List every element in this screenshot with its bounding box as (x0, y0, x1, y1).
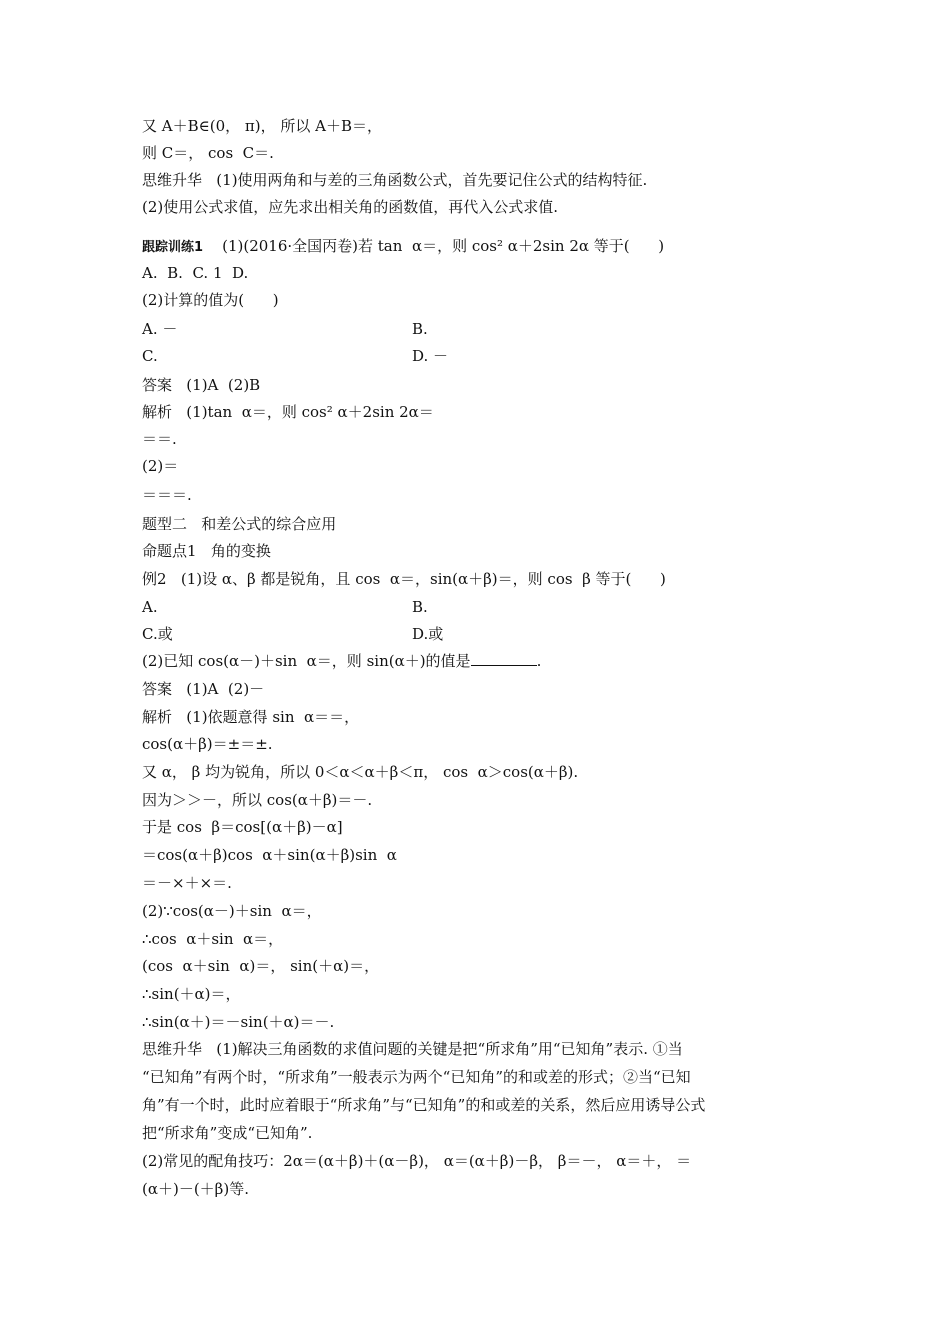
text-line (142, 319, 177, 339)
line-text: ＝＝. (142, 430, 177, 448)
line-text: ＝－×＋×＝. (142, 874, 232, 892)
line-text: A. B. C. 1 D. (142, 264, 249, 282)
text-line (142, 624, 173, 644)
text-line (142, 734, 273, 754)
line-text: 于是 cos β＝cos[(α＋β)－α] (142, 818, 343, 836)
line-text: A. (142, 598, 158, 616)
text-line (142, 290, 279, 310)
text-line (142, 1179, 249, 1199)
line-text: 角”有一个时，此时应着眼于“所求角”与“已知角”的和或差的关系，然后应用诱导公式 (142, 1096, 706, 1114)
option-right-column: B. (412, 320, 428, 338)
text-line (142, 1039, 683, 1059)
line-text: (2)常见的配角技巧：2α＝(α＋β)＋(α－β)， α＝(α＋β)－β， β＝－， α＝＋， ＝ (142, 1152, 692, 1170)
text-line (142, 679, 264, 699)
line-text: ∴sin(α＋)＝－sin(＋α)＝－. (142, 1013, 335, 1031)
text-line (142, 707, 359, 727)
text-line (142, 873, 232, 893)
line-text: 把“所求角”变成“已知角”. (142, 1124, 313, 1142)
line-text: ＝＝＝. (142, 486, 192, 504)
text-line (142, 143, 274, 163)
text-line (142, 375, 260, 395)
line-text: C.或 (142, 625, 173, 643)
answer-blank (471, 651, 537, 666)
line-text: (2)使用公式求值，应先求出相关角的函数值，再代入公式求值. (142, 198, 559, 216)
text-line (142, 456, 178, 476)
line-text: 又 A＋B∈(0， π)， 所以 A＋B＝， (142, 117, 382, 135)
text-line (142, 845, 397, 865)
text-line (142, 901, 322, 921)
line-text: “已知角”有两个时，“所求角”一般表示为两个“已知角”的和或差的形式；②当“已知 (142, 1068, 691, 1086)
text-line (142, 236, 664, 258)
text-line (142, 956, 379, 976)
line-text: cos(α＋β)＝±＝±. (142, 735, 273, 753)
line-text: (1)(2016·全国丙卷)若 tan α＝，则 cos² α＋2sin 2α 等于( ) (203, 237, 665, 255)
text-line (142, 197, 558, 217)
line-text: ∴cos α＋sin α＝， (142, 930, 284, 948)
line-text-tail: . (536, 652, 542, 670)
text-line (142, 1067, 691, 1087)
line-text: (α＋)－(＋β)等. (142, 1180, 249, 1198)
text-line (142, 1151, 691, 1171)
line-text: 又 α， β 均为锐角，所以 0＜α＜α＋β＜π， cos α＞cos(α＋β). (142, 763, 579, 781)
line-text: (2)计算的值为( ) (142, 291, 279, 309)
line-text: ＝cos(α＋β)cos α＋sin(α＋β)sin α (142, 846, 397, 864)
line-text: 例2 (1)设 α、β 都是锐角，且 cos α＝，sin(α＋β)＝，则 cos β 等于( ) (142, 570, 666, 588)
option-right-column: D. － (412, 347, 449, 365)
line-text: (2)∵cos(α－)＋sin α＝， (142, 902, 322, 920)
line-text: ∴sin(＋α)＝， (142, 985, 241, 1003)
text-line (142, 984, 241, 1004)
text-line (142, 597, 158, 617)
line-text: A. － (142, 320, 178, 338)
text-line (142, 817, 343, 837)
line-text: 命题点1 角的变换 (142, 542, 271, 560)
text-line (142, 541, 271, 561)
text-line (142, 346, 158, 366)
line-text: 思维升华 (1)使用两角和与差的三角函数公式，首先要记住公式的结构特征. (142, 171, 648, 189)
line-text: 因为＞＞－，所以 cos(α＋β)＝－. (142, 791, 373, 809)
line-text: 思维升华 (1)解决三角函数的求值问题的关键是把“所求角”用“已知角”表示. ①当 (142, 1040, 683, 1058)
text-line (142, 170, 647, 190)
text-line (142, 762, 578, 782)
line-text: 答案 (1)A (2)－ (142, 680, 265, 698)
text-line (142, 790, 372, 810)
text-line (142, 929, 283, 949)
text-line (142, 485, 192, 505)
line-text: 答案 (1)A (2)B (142, 376, 261, 394)
line-text: 解析 (1)tan α＝，则 cos² α＋2sin 2α＝ (142, 403, 434, 421)
text-line (142, 569, 666, 589)
text-line (142, 514, 336, 534)
line-text: (2)＝ (142, 457, 179, 475)
line-text: (cos α＋sin α)＝， sin(＋α)＝， (142, 957, 380, 975)
line-text: 解析 (1)依题意得 sin α＝＝， (142, 708, 360, 726)
text-line (142, 116, 382, 136)
text-line (142, 402, 434, 422)
text-line (142, 1012, 334, 1032)
option-right-column: B. (412, 598, 428, 616)
line-text: 题型二 和差公式的综合应用 (142, 515, 337, 533)
text-line (142, 1095, 705, 1115)
line-text: (2)已知 cos(α－)＋sin α＝，则 sin(α＋)的值是 (142, 652, 471, 670)
line-text: C. (142, 347, 158, 365)
text-line (142, 1123, 312, 1143)
section-tag: 跟踪训练1 (142, 240, 204, 255)
option-right-column: D.或 (412, 625, 444, 643)
text-line (142, 429, 177, 449)
text-line (142, 651, 541, 671)
text-line (142, 263, 248, 283)
line-text: 则 C＝， cos C＝. (142, 144, 274, 162)
